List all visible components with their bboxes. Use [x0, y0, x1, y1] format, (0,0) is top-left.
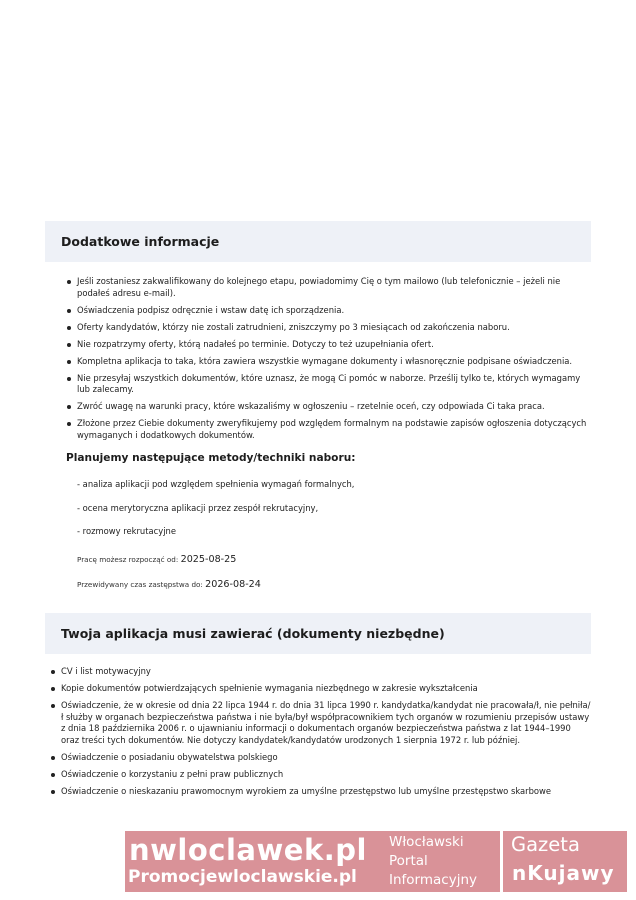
list-item: Złożone przez Ciebie dokumenty zweryfikujemy pod względem formalnym na podstawie zapisów ogłoszenia dotyczących wymaganych i dodatkowych dokumentów. — [77, 418, 595, 441]
list-item: Oświadczenia podpisz odręcznie i wstaw datę ich sporządzenia. — [77, 305, 595, 317]
section-header-required-documents — [45, 613, 591, 654]
additional-info-list — [77, 276, 595, 447]
section-title: Dodatkowe informacje — [61, 234, 220, 249]
site-banner[interactable] — [125, 831, 627, 892]
end-date-row — [77, 579, 261, 590]
list-item: Nie rozpatrzymy oferty, którą nadałeś po terminie. Dotyczy to też uzupełniania ofert. — [77, 339, 595, 351]
banner-gazeta-name: nKujawy — [512, 861, 615, 885]
start-date-value: 2025-08-25 — [180, 554, 237, 565]
list-item: Nie przesyłaj wszystkich dokumentów, które uznasz, że mogą Ci pomóc w naborze. Prześlij tylko te, których wymagamy lub zalecamy. — [77, 373, 595, 396]
list-item: Oświadczenie o posiadaniu obywatelstwa polskiego — [61, 752, 591, 764]
banner-portal-name — [386, 831, 493, 892]
list-item: Oświadczenie, że w okresie od dnia 22 lipca 1944 r. do dnia 31 lipca 1990 r. kandydatka/kandydat nie pracowała/ł, nie pełniła/ł służby w organach bezpieczeństwa państwa i nie była/był współpracownikiem tych organów w rozumieniu przepisów ustawy z dnia 18 października 2006 r. o ujawnianiu informacji o dokumentach organów bezpieczeństwa państwa z lat 1944–1990 oraz treści tych dokumentów. Nie dotyczy kandydatek/kandydatów urodzonych 1 sierpnia 1972 r. lub później. — [61, 700, 591, 745]
list-item: Oświadczenie o nieskazaniu prawomocnym wyrokiem za umyślne przestępstwo lub umyślne przestępstwo skarbowe — [61, 786, 591, 798]
end-date-value: 2026-08-24 — [205, 579, 261, 590]
list-item: Oferty kandydatów, którzy nie zostali zatrudnieni, zniszczymy po 3 miesiącach od zakończenia naboru. — [77, 322, 595, 334]
list-item: Zwróć uwagę na warunki pracy, które wskazaliśmy w ogłoszeniu – rzetelnie oceń, czy odpowiada Ci taka praca. — [77, 401, 595, 413]
banner-portal-line: Portal — [389, 853, 428, 869]
method-item: - ocena merytoryczna aplikacji przez zespół rekrutacyjny, — [77, 503, 319, 513]
banner-site-main: nwloclawek.pl — [129, 833, 367, 867]
list-item: Kompletna aplikacja to taka, która zawiera wszystkie wymagane dokumenty i własnoręcznie podpisane oświadczenia. — [77, 356, 595, 368]
method-item: - rozmowy rekrutacyjne — [77, 526, 176, 536]
section-title: Twoja aplikacja musi zawierać (dokumenty niezbędne) — [61, 626, 445, 641]
banner-gazeta-logo[interactable] — [503, 831, 627, 892]
list-item: Oświadczenie o korzystaniu z pełni praw publicznych — [61, 769, 591, 781]
list-item: Jeśli zostaniesz zakwalifikowany do kolejnego etapu, powiadomimy Cię o tym mailowo (lub telefonicznie – jeżeli nie podałeś adresu e-mail). — [77, 276, 595, 299]
methods-title: Planujemy następujące metody/techniki naboru: — [66, 452, 356, 464]
banner-gazeta-line: Gazeta — [511, 833, 580, 856]
banner-site-logo[interactable] — [125, 831, 384, 892]
banner-site-sub: Promocjewloclawskie.pl — [128, 867, 357, 887]
start-date-row — [77, 554, 236, 565]
method-item: - analiza aplikacji pod względem spełnienia wymagań formalnych, — [77, 479, 355, 489]
list-item: CV i list motywacyjny — [61, 666, 591, 678]
end-date-label: Przewidywany czas zastępstwa do: — [77, 580, 203, 589]
list-item: Kopie dokumentów potwierdzających spełnienie wymagania niezbędnego w zakresie wykształcenia — [61, 683, 591, 695]
section-header-additional-info — [45, 221, 591, 262]
banner-portal-line: Informacyjny — [389, 872, 477, 888]
required-documents-list — [61, 666, 591, 803]
start-date-label: Pracę możesz rozpocząć od: — [77, 555, 179, 564]
banner-portal-line: Włocławski — [389, 834, 464, 850]
